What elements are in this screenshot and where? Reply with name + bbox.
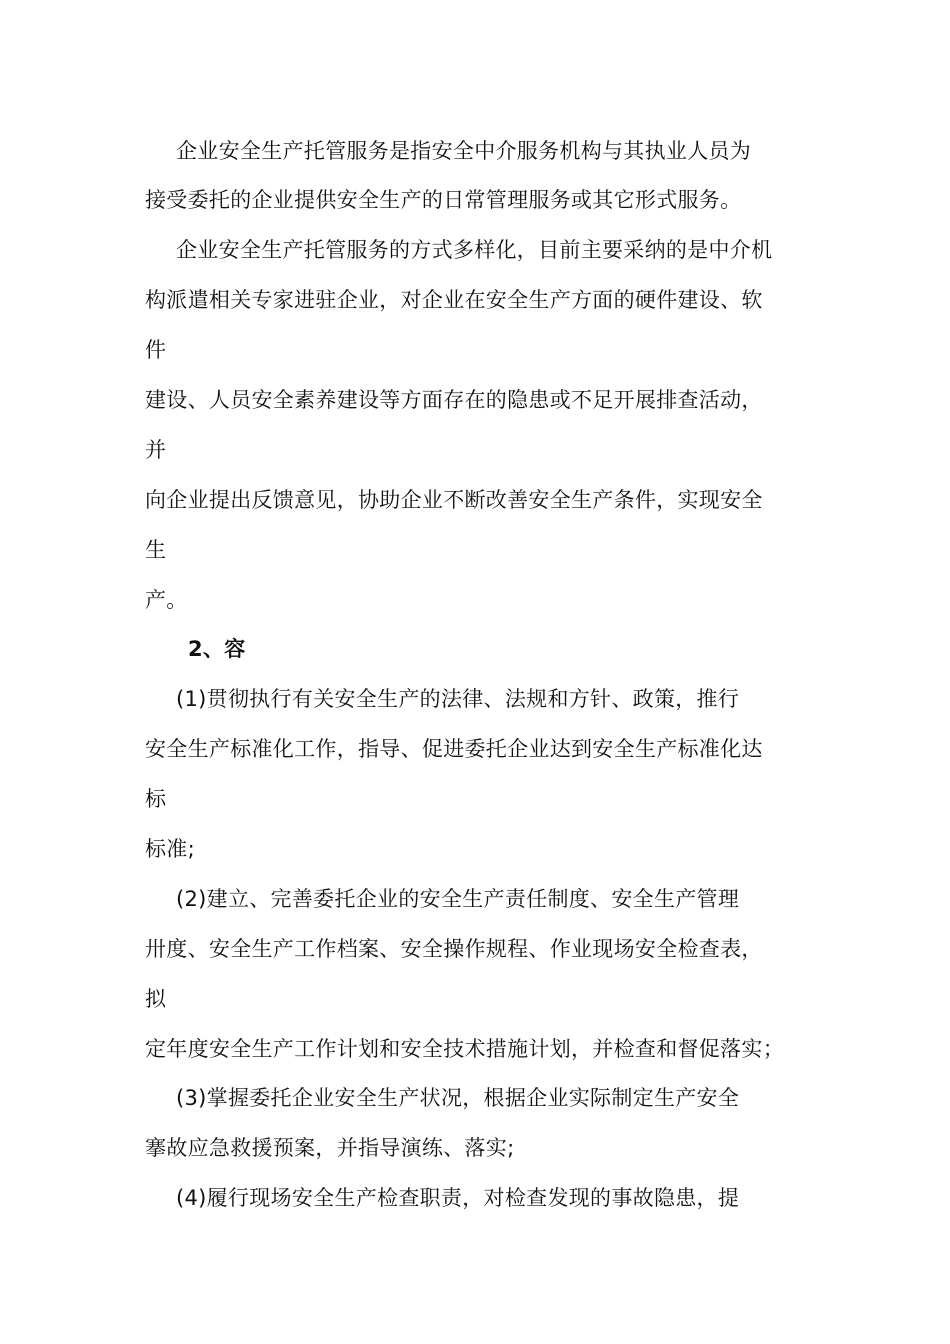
paragraph-1-line-2: 接受委托的企业提供安全生产的日常管理服务或其它形式服务。: [145, 188, 742, 212]
item-2-line-3: 拟: [145, 987, 167, 1011]
paragraph-2-line-4: 建设、人员安全素养建设等方面存在的隐患或不足开展排查活动，: [145, 388, 763, 412]
item-1-line-3: 标: [145, 787, 167, 811]
item-3-line-2: 搴故应急救援预案，并指导演练、落实;: [145, 1136, 515, 1160]
section-heading: 2、容: [188, 637, 246, 661]
item-1-line-4: 标准;: [145, 837, 195, 861]
paragraph-2-line-8: 产。: [145, 588, 188, 612]
item-1-line-2: 安全生产标准化工作，指导、促进委托企业达到安全生产标准化达: [145, 737, 763, 761]
paragraph-2-line-6: 向企业提出反馈意见，协助企业不断改善安全生产条件，实现安全: [145, 488, 763, 512]
item-2-line-2: 卅度、安全生产工作档案、安全操作规程、作业现场安全检查表，: [145, 937, 763, 961]
item-2-line-4: 定年度安全生产工作计划和安全技术措施计划，并检查和督促落实；: [145, 1037, 784, 1061]
item-2-line-1: (2)建立、完善委托企业的安全生产责任制度、安全生产管理: [176, 887, 740, 911]
paragraph-2-line-7: 生: [145, 538, 167, 562]
item-1-line-1: (1)贯彻执行有关安全生产的法律、法规和方针、政策，推行: [176, 687, 740, 711]
paragraph-2-line-1: 企业安全生产托管服务的方式多样化，目前主要采纳的是中介机: [176, 238, 773, 262]
paragraph-2-line-5: 并: [145, 438, 167, 462]
paragraph-1-line-1: 企业安全生产托管服务是指安全中介服务机构与其执业人员为: [176, 139, 752, 163]
item-4-line-1: (4)履行现场安全生产检查职责，对检查发现的事故隐患，提: [176, 1186, 740, 1210]
item-3-line-1: (3)掌握委托企业安全生产状况，根据企业实际制定生产安全: [176, 1086, 740, 1110]
paragraph-2-line-3: 件: [145, 338, 167, 362]
paragraph-2-line-2: 构派遣相关专家进驻企业，对企业在安全生产方面的硬件建设、软: [145, 288, 763, 312]
